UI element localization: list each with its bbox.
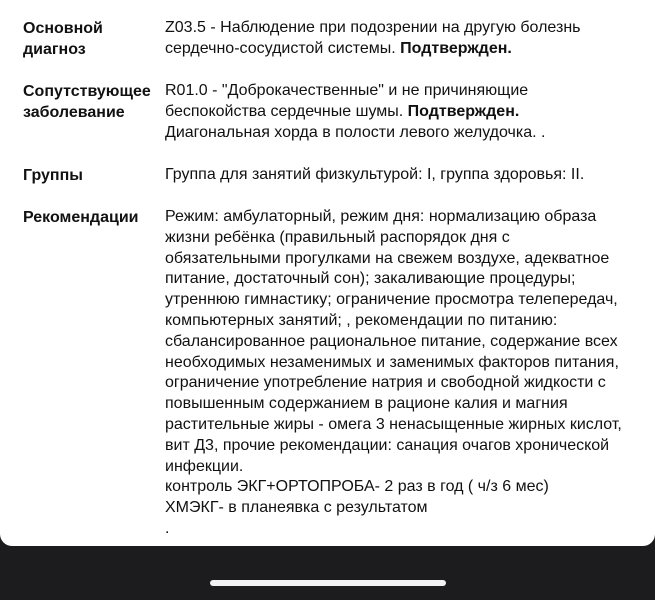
recommendation-line: обязательными прогулками на свежем воздухе, адекватное (165, 249, 610, 267)
recommendation-line: необходимых незаменимых и заменимых факторов питания, (165, 353, 619, 371)
diagnosis-status: Подтвержден. (400, 39, 512, 57)
recommendation-line: растительные жиры - омега 3 ненасыщенные жирных кислот, (165, 415, 622, 433)
diagnosis-value: Z03.5 - Наблюдение при подозрении на другую болезнь сердечно-сосудистой системы. Подтвержден. (165, 19, 581, 57)
recommendation-line: повышенным содержанием в рационе калия и магния (165, 395, 568, 413)
bottom-bar (0, 546, 655, 600)
recommendation-line: утреннюю гимнастику; ограничение просмотра телепередач, (165, 291, 618, 309)
recommendation-line: ХМЭКГ- в планеявка с результатом (165, 499, 428, 517)
home-indicator[interactable] (210, 580, 446, 586)
recommendation-line: инфекции. (165, 457, 244, 475)
recommendation-line: вит Д3, прочие рекомендации: санация очагов хронической (165, 436, 610, 454)
comorbidity-text-line2: беспокойства сердечные шумы. (165, 102, 404, 120)
recommendations-value (165, 207, 645, 540)
diagnosis-text-line2: сердечно-сосудистой системы. (165, 39, 396, 57)
recommendation-line: жизни ребёнка (правильный распорядок дня с (165, 228, 510, 246)
groups-label: Группы (23, 167, 83, 184)
groups-value: Группа для занятий физкультурой: I, группа здоровья: II. (165, 166, 585, 183)
recommendation-line: питание, достаточный сон); закаливающие процедуры; (165, 270, 576, 288)
recommendation-line: сбалансированное рациональное питание, содержание всех (165, 332, 618, 350)
comorbidity-status: Подтвержден. (407, 102, 520, 120)
recommendation-line: . (165, 519, 170, 537)
comorbidity-label: Сопутствующее заболевание (23, 83, 151, 121)
recommendation-line: Режим: амбулаторный, режим дня: нормализацию образа (165, 208, 597, 225)
recommendation-line: компьютерных занятий; , рекомендации по питанию: (165, 311, 558, 329)
recommendation-line: ограничение употребление натрия и свободной жидкости с (165, 374, 606, 392)
comorbidity-value: R01.0 - "Доброкачественные" и не причиняющие беспокойства сердечные шумы. Подтвержден. Диагональная хорда в полости левого желудочка. . (165, 82, 546, 141)
recommendations-label: Рекомендации (23, 209, 139, 226)
recommendation-line: контроль ЭКГ+ОРТОПРОБА- 2 раз в год ( ч/з 6 мес) (165, 478, 549, 496)
diagnosis-label: Основной диагноз (23, 20, 103, 58)
